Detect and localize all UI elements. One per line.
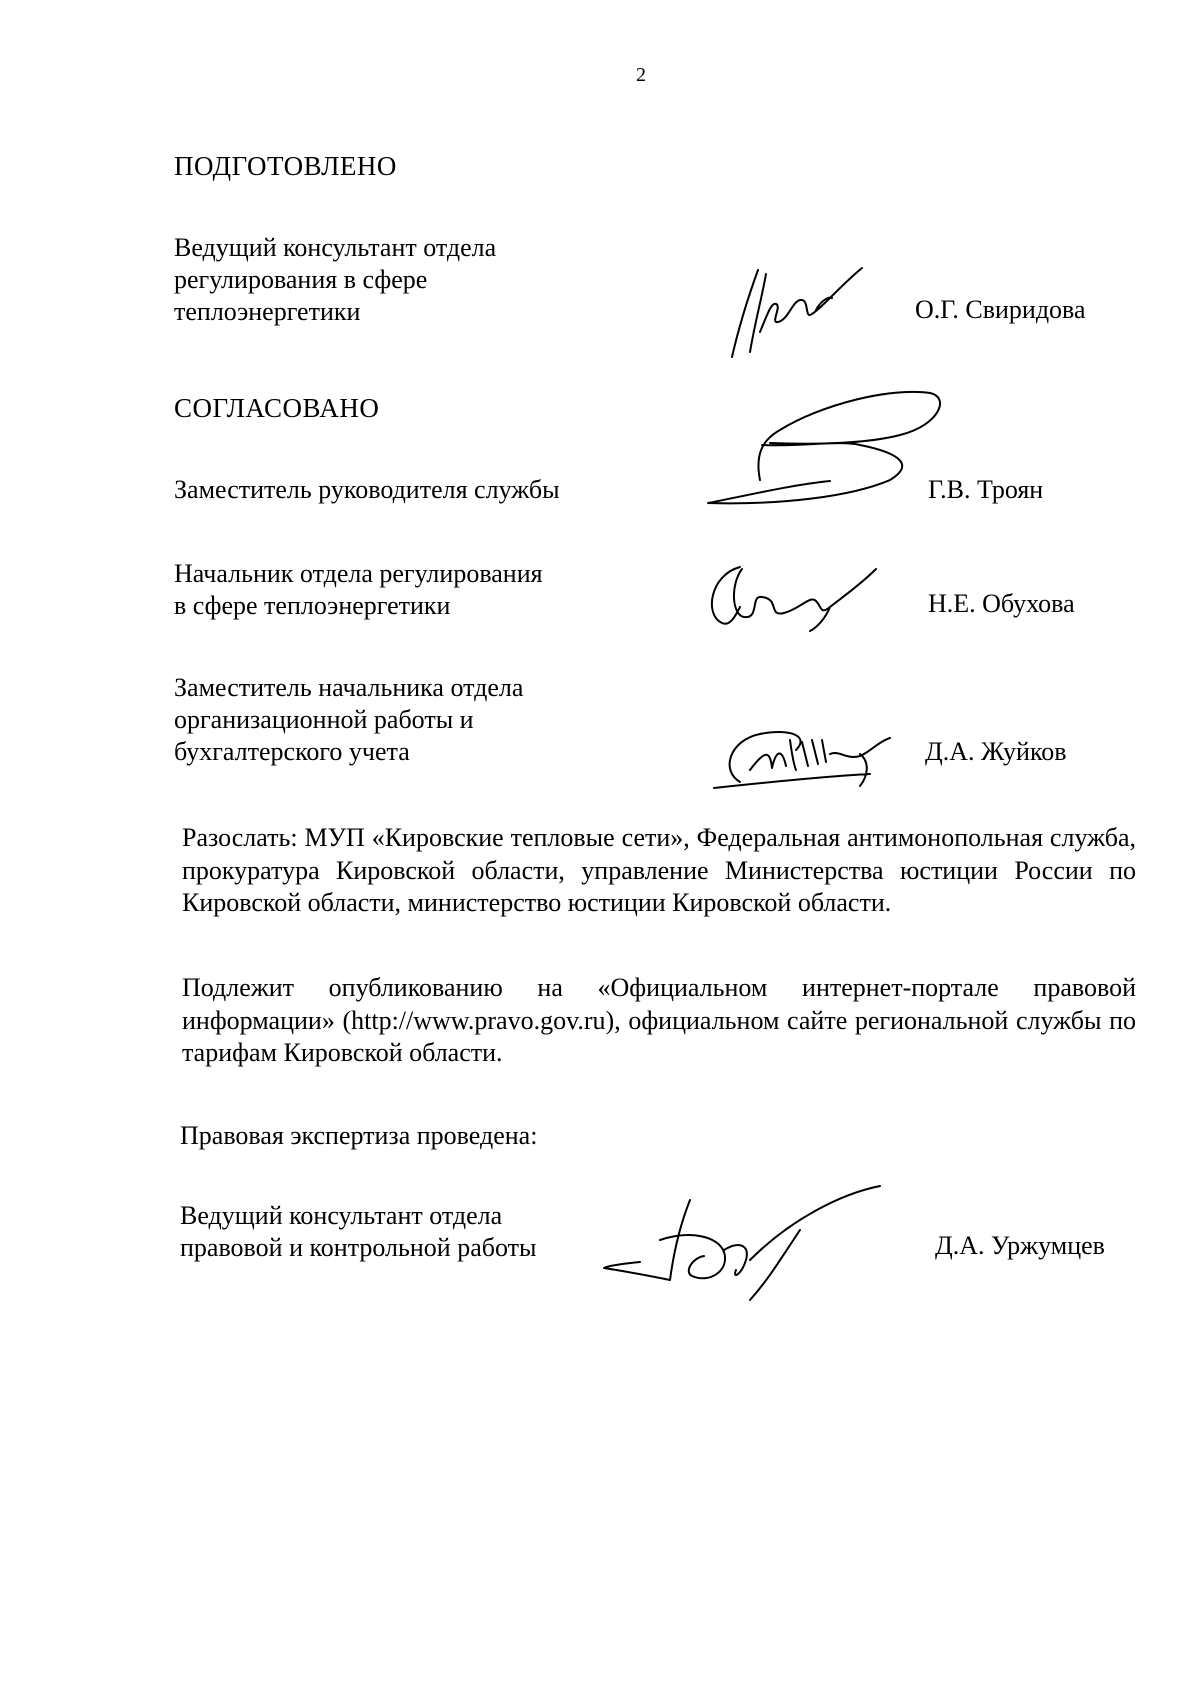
agreed-heading: СОГЛАСОВАНО xyxy=(174,393,380,423)
page-number: 2 xyxy=(636,64,646,86)
legal-review-role-line-2: правовой и контрольной работы xyxy=(180,1233,537,1262)
agreed-signer-3-role-line-2: организационной работы и xyxy=(174,705,474,734)
distribution-list: Разослать: МУП «Кировские тепловые сети», Федеральная антимонопольная служба, прокуратура Кировской области, управление Министерства юстиции России по Кировской области, министерство юстиции Кировской области. xyxy=(182,823,1136,917)
prepared-role-line-1: Ведущий консультант отдела xyxy=(174,233,497,262)
signature-urzhumtsev xyxy=(600,1180,890,1310)
agreed-signer-3-role-line-1: Заместитель начальника отдела xyxy=(174,673,524,702)
agreed-signer-2-role-line-1: Начальник отдела регулирования xyxy=(174,559,543,588)
signature-obukhova xyxy=(700,555,880,635)
agreed-signer-2-name: Н.Е. Обухова xyxy=(928,589,1075,618)
legal-review-heading: Правовая экспертиза проведена: xyxy=(180,1121,538,1150)
legal-review-name: Д.А. Уржумцев xyxy=(935,1231,1105,1260)
agreed-signer-3-role-line-3: бухгалтерского учета xyxy=(174,737,410,766)
signature-zhuikov xyxy=(710,710,910,790)
prepared-heading: ПОДГОТОВЛЕНО xyxy=(174,151,397,181)
signature-troyan xyxy=(700,385,945,535)
prepared-role-line-2: регулирования в сфере xyxy=(174,265,428,294)
agreed-signer-1-role-line-1: Заместитель руководителя службы xyxy=(174,475,560,504)
prepared-role-line-3: теплоэнергетики xyxy=(174,297,361,326)
agreed-signer-3-name: Д.А. Жуйков xyxy=(925,737,1067,766)
agreed-signer-1-name: Г.В. Троян xyxy=(928,475,1044,504)
signature-sviridova xyxy=(720,262,870,362)
legal-review-role-line-1: Ведущий консультант отдела xyxy=(180,1201,503,1230)
prepared-name: О.Г. Свиридова xyxy=(915,295,1086,324)
publication-note: Подлежит опубликованию на «Официальном интернет-портале правовой информации» (http://www.pravo.gov.ru), официальном сайте региональной службы по тарифам Кировской области. xyxy=(182,973,1136,1067)
agreed-signer-2-role-line-2: в сфере теплоэнергетики xyxy=(174,591,451,620)
